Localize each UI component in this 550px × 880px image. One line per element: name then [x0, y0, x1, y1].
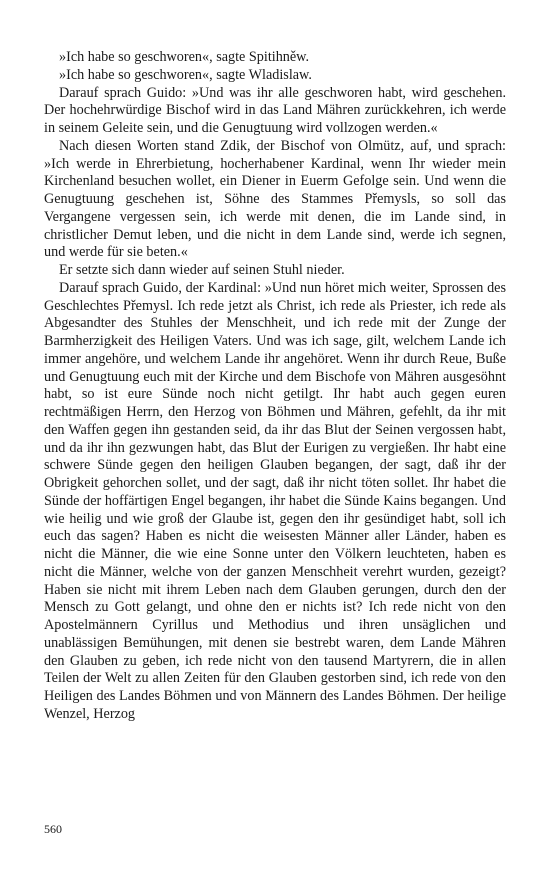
- page-body: [44, 49, 506, 724]
- paragraph: »Ich habe so geschworen«, sagte Wladislaw.: [59, 66, 312, 83]
- paragraph: Nach diesen Worten stand Zdik, der Bischof von Olmütz, auf, und sprach: »Ich werde in Ehrerbietung, hocherhabener Kardinal, wenn Ihr wieder mein Kirchenland besuchen wollet, ein Diener in Euerm Gefolge sein. Und wenn die Genugtuung geschehen ist, Söhne des Stammes Přemysls, so soll das Vergangene vergessen sein, ich werde mit denen, die im Lande sind, in christlicher Demut leben, und die nicht in dem Lande sind, werde ich segnen, und werde für sie beten.«: [44, 137, 506, 261]
- page-number: 560: [44, 822, 62, 836]
- paragraph: Darauf sprach Guido: »Und was ihr alle geschworen habt, wird geschehen. Der hochehrwürdige Bischof wird in das Land Mähren zurückkehren, ich werde in seinem Geleite sein, und die Genugtuung wird vollzogen werden.«: [44, 84, 506, 136]
- paragraph: Darauf sprach Guido, der Kardinal: »Und nun höret mich weiter, Sprossen des Geschlechtes Přemysl. Ich rede jetzt als Christ, ich rede als Priester, ich rede als Abgesandter des Stuhles der Menschheit, und ich rede mit der Zunge der Barmherzigkeit des Heiligen Vaters. Und was ich sage, gilt, welchem Lande ich immer angehöre, und welchem Lande ihr angehöret. Wenn ihr durch Reue, Buße und Genugtuung euch mit der Kirche und dem Bischofe von Mähren ausgesöhnt habt, so ist eure Sünde noch nicht getilgt. Ihr habt auch gegen euren rechtmäßigen Herrn, den Herzog von Böhmen und Mähren, gefehlt, da ihr mit den Waffen gegen ihn gestanden seid, da ihr das Blut der Seinen vergossen habt, und da ihr ihn gezwungen habt, das Blut der Eurigen zu vergießen. Ihr habt eine schwere Sünde gegen den heiligen Glauben begangen, der sagt, daß ihr der Obrigkeit gehorchen sollet, und der sagt, daß ihr nicht töten sollet. Ihr habet die Sünde der hoffärtigen Engel begangen, ihr habet die Sünde Kains begangen. Und wie heilig und wie groß der Glaube ist, gegen den ihr gesündiget habt, soll ich euch das sagen? Haben es nicht die weisesten Männer aller Länder, haben es nicht die Männer, die wie eine Sonne unter den Völkern leuchteten, haben es nicht die Männer, welche von der ganzen Menschheit verehrt wurden, gezeigt? Haben sie nicht mit ihrem Leben nach dem Glauben gerungen, durch den der Mensch zu Gott gelangt, und ohne den er nichts ist? Ich rede nicht von den Apostelmännern Cyrillus und Methodius und ihren unsäglichen und unablässigen Bemühungen, mit denen sie bestrebt waren, dem Lande Mähren den Glauben zu geben, ich rede nicht von den tausend Martyrern, die in allen Teilen der Welt zu allen Zeiten für den Glauben gestorben sind, ich rede von den Heiligen des Landes Böhmen und von Männern des Landes Böhmen. Der heilige Wenzel, Herzog: [44, 279, 506, 722]
- paragraph: »Ich habe so geschworen«, sagte Spitihněw.: [59, 49, 310, 65]
- paragraph: Er setzte sich dann wieder auf seinen Stuhl nieder.: [59, 262, 345, 278]
